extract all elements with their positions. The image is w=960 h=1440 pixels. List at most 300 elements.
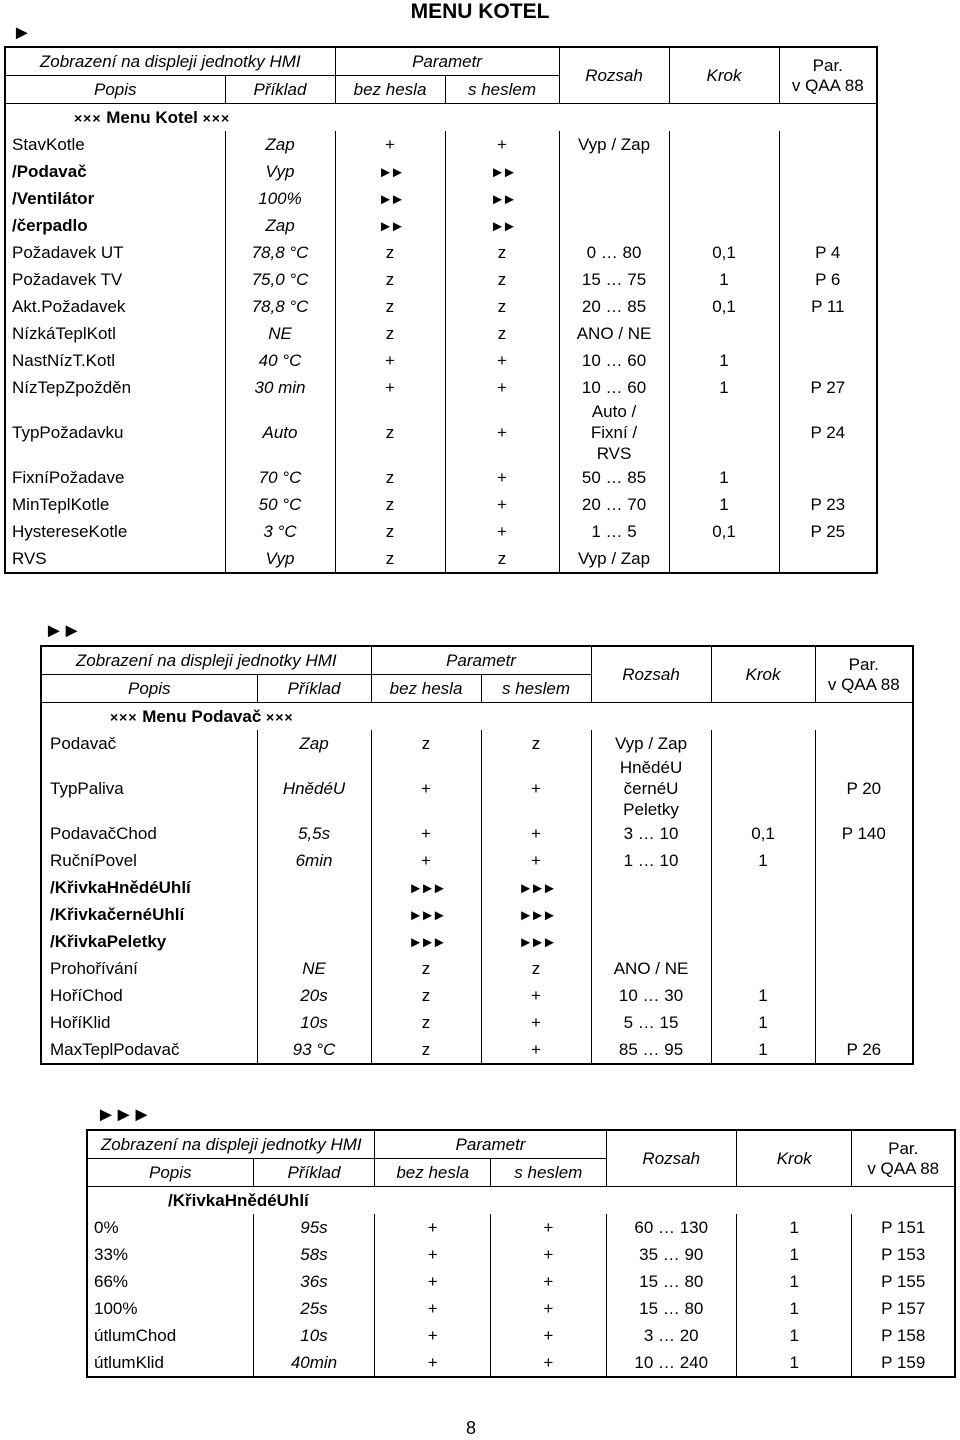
cell-priklad: 100%	[225, 185, 335, 212]
cell-popis: TypPaliva	[41, 757, 257, 820]
cell-rozsah	[559, 185, 669, 212]
cell-priklad: 78,8 °C	[225, 293, 335, 320]
cell-bez-hesla	[371, 901, 481, 928]
cell-priklad	[257, 901, 371, 928]
header-priklad: Příklad	[257, 675, 371, 703]
header-rozsah: Rozsah	[591, 646, 711, 703]
table-row	[5, 131, 877, 158]
table-row	[5, 212, 877, 239]
cell-bez-hesla: z	[335, 518, 445, 545]
cell-s-heslem: +	[445, 131, 559, 158]
cell-popis: /KřivkaHnědéUhlí	[41, 874, 257, 901]
table-row	[41, 874, 913, 901]
cell-rozsah: 10 … 240	[606, 1349, 736, 1377]
cell-krok	[669, 185, 779, 212]
cell-rozsah: 1 … 5	[559, 518, 669, 545]
cell-s-heslem	[445, 158, 559, 185]
cell-popis: HoříChod	[41, 982, 257, 1009]
cell-krok: 1	[736, 1349, 852, 1377]
cell-krok: 1	[669, 347, 779, 374]
cell-par: P 155	[852, 1268, 955, 1295]
cell-rozsah: 5 … 15	[591, 1009, 711, 1036]
cell-s-heslem: +	[491, 1241, 607, 1268]
cell-bez-hesla: +	[371, 820, 481, 847]
cell-priklad: Vyp	[225, 158, 335, 185]
cell-rozsah: 50 … 85	[559, 464, 669, 491]
cell-rozsah	[591, 901, 711, 928]
header-krok: Krok	[711, 646, 815, 703]
range-multiline: Auto / Fixní / RVS	[590, 402, 638, 463]
cell-s-heslem: +	[481, 847, 591, 874]
cell-s-heslem: z	[445, 320, 559, 347]
range-multiline: HnědéU černéU Peletky	[619, 758, 683, 819]
cell-popis: útlumKlid	[87, 1349, 253, 1377]
table-row	[41, 955, 913, 982]
cell-rozsah	[591, 757, 711, 820]
cell-priklad: 10s	[257, 1009, 371, 1036]
section-title-row	[87, 1187, 955, 1215]
cell-popis: FixníPožadave	[5, 464, 225, 491]
cell-par	[815, 730, 913, 757]
section-title	[87, 1187, 955, 1215]
cell-rozsah	[591, 928, 711, 955]
header-s-heslem: s heslem	[491, 1159, 607, 1187]
cell-s-heslem: +	[481, 757, 591, 820]
cell-par	[779, 545, 877, 573]
cell-par: P 24	[779, 401, 877, 464]
table-row	[41, 982, 913, 1009]
cell-popis: 33%	[87, 1241, 253, 1268]
cell-bez-hesla: +	[335, 347, 445, 374]
table-row	[41, 928, 913, 955]
cell-priklad: 40 °C	[225, 347, 335, 374]
cell-priklad: NE	[257, 955, 371, 982]
cell-par: P 6	[779, 266, 877, 293]
cell-bez-hesla: z	[335, 491, 445, 518]
cell-krok: 0,1	[669, 518, 779, 545]
cell-bez-hesla: z	[335, 320, 445, 347]
table-row	[5, 320, 877, 347]
cell-popis: PodavačChod	[41, 820, 257, 847]
header-rozsah: Rozsah	[559, 47, 669, 104]
cell-priklad: 6min	[257, 847, 371, 874]
header-par: Par. v QAA 88	[779, 47, 877, 104]
cell-krok	[711, 730, 815, 757]
header-par: Par. v QAA 88	[852, 1130, 955, 1187]
krivka-hnede-uhli-table	[86, 1129, 956, 1378]
submenu-arrow-icon: ►►►	[518, 879, 554, 897]
table-row	[41, 1036, 913, 1064]
cell-bez-hesla: z	[371, 1009, 481, 1036]
cell-priklad: 70 °C	[225, 464, 335, 491]
cell-par	[779, 464, 877, 491]
cell-rozsah: 10 … 60	[559, 347, 669, 374]
submenu-arrow-icon: ►►	[378, 217, 402, 235]
cell-par	[779, 185, 877, 212]
cell-popis: 100%	[87, 1295, 253, 1322]
cell-krok: 1	[711, 847, 815, 874]
cell-popis: Prohořívání	[41, 955, 257, 982]
cell-bez-hesla: z	[335, 293, 445, 320]
header-bez-hesla: bez hesla	[375, 1159, 491, 1187]
cell-popis: NízkáTeplKotl	[5, 320, 225, 347]
cell-rozsah: 60 … 130	[606, 1214, 736, 1241]
page-title: MENU KOTEL	[410, 0, 550, 23]
cell-bez-hesla: z	[335, 545, 445, 573]
cell-priklad: 36s	[253, 1268, 375, 1295]
cell-popis: /Podavač	[5, 158, 225, 185]
cell-par	[815, 847, 913, 874]
cell-popis: HoříKlid	[41, 1009, 257, 1036]
cell-s-heslem: z	[481, 955, 591, 982]
cell-popis: HystereseKotle	[5, 518, 225, 545]
table-row	[5, 266, 877, 293]
cell-popis: 0%	[87, 1214, 253, 1241]
cell-rozsah: Vyp / Zap	[559, 545, 669, 573]
cell-bez-hesla: +	[375, 1214, 491, 1241]
header-bez-hesla: bez hesla	[335, 76, 445, 104]
cell-rozsah	[559, 212, 669, 239]
cell-priklad: Zap	[225, 212, 335, 239]
header-priklad: Příklad	[225, 76, 335, 104]
submenu-arrow-icon: ►►►	[408, 879, 444, 897]
cell-par: P 158	[852, 1322, 955, 1349]
cell-par	[815, 982, 913, 1009]
cell-popis: NastNízT.Kotl	[5, 347, 225, 374]
cell-s-heslem	[445, 212, 559, 239]
table-row	[87, 1268, 955, 1295]
cell-par	[815, 1009, 913, 1036]
cell-krok	[711, 928, 815, 955]
marker-level-3: ►►►	[96, 1104, 150, 1126]
cell-krok: 0,1	[711, 820, 815, 847]
cell-rozsah: 15 … 80	[606, 1268, 736, 1295]
section-title-text: /KřivkaHnědéUhlí	[168, 1190, 309, 1210]
cell-bez-hesla: +	[375, 1322, 491, 1349]
cell-par: P 159	[852, 1349, 955, 1377]
cell-s-heslem: z	[445, 545, 559, 573]
header-parametr: Parametr	[335, 47, 559, 76]
cell-s-heslem: +	[491, 1322, 607, 1349]
cell-rozsah	[591, 874, 711, 901]
cell-rozsah: ANO / NE	[591, 955, 711, 982]
cell-bez-hesla: +	[375, 1349, 491, 1377]
cell-popis: /Ventilátor	[5, 185, 225, 212]
table-row	[41, 847, 913, 874]
cell-bez-hesla: +	[375, 1268, 491, 1295]
table-row	[5, 239, 877, 266]
cell-krok: 1	[736, 1295, 852, 1322]
cell-rozsah: Vyp / Zap	[559, 131, 669, 158]
section-title-text: Menu Podavač	[142, 706, 262, 726]
cell-s-heslem: +	[445, 464, 559, 491]
cell-krok	[669, 158, 779, 185]
cell-par: P 140	[815, 820, 913, 847]
table-row	[5, 185, 877, 212]
table-row	[41, 730, 913, 757]
table-row	[87, 1349, 955, 1377]
cell-krok	[711, 901, 815, 928]
cell-par: P 27	[779, 374, 877, 401]
cell-par	[779, 347, 877, 374]
cell-s-heslem: +	[481, 820, 591, 847]
cell-priklad: 5,5s	[257, 820, 371, 847]
table-row	[41, 757, 913, 820]
cell-bez-hesla: +	[335, 374, 445, 401]
cell-krok	[669, 545, 779, 573]
marker-level-1: ►	[12, 22, 30, 44]
cell-krok: 1	[669, 464, 779, 491]
cell-rozsah: 20 … 85	[559, 293, 669, 320]
cell-s-heslem	[481, 874, 591, 901]
cell-popis: /čerpadlo	[5, 212, 225, 239]
cell-priklad: 50 °C	[225, 491, 335, 518]
header-priklad: Příklad	[253, 1159, 375, 1187]
header-popis: Popis	[41, 675, 257, 703]
cell-popis: MaxTeplPodavač	[41, 1036, 257, 1064]
table-header-row	[87, 1130, 955, 1159]
cell-s-heslem	[481, 901, 591, 928]
cell-krok: 1	[736, 1214, 852, 1241]
section-title-row	[41, 703, 913, 731]
cell-popis: /KřivkačernéUhlí	[41, 901, 257, 928]
cell-s-heslem: +	[491, 1349, 607, 1377]
cell-par: P 151	[852, 1214, 955, 1241]
cell-rozsah: 15 … 75	[559, 266, 669, 293]
cell-par: P 26	[815, 1036, 913, 1064]
cell-popis: NízTepZpožděn	[5, 374, 225, 401]
cell-s-heslem	[481, 928, 591, 955]
cell-bez-hesla: z	[335, 464, 445, 491]
table-row	[5, 374, 877, 401]
cell-bez-hesla	[335, 185, 445, 212]
cell-s-heslem: +	[481, 1009, 591, 1036]
table-row	[5, 518, 877, 545]
cell-par: P 153	[852, 1241, 955, 1268]
cell-bez-hesla: +	[371, 847, 481, 874]
cell-krok: 1	[711, 1009, 815, 1036]
cell-bez-hesla: +	[375, 1295, 491, 1322]
cell-par: P 4	[779, 239, 877, 266]
table-header-row	[5, 47, 877, 76]
cell-priklad: 20s	[257, 982, 371, 1009]
cell-krok: 1	[736, 1322, 852, 1349]
cell-popis: StavKotle	[5, 131, 225, 158]
cell-rozsah: Vyp / Zap	[591, 730, 711, 757]
cell-rozsah: 20 … 70	[559, 491, 669, 518]
cell-priklad: 75,0 °C	[225, 266, 335, 293]
cell-par	[779, 131, 877, 158]
cell-rozsah	[559, 158, 669, 185]
cell-bez-hesla	[371, 928, 481, 955]
cell-s-heslem: +	[445, 518, 559, 545]
page-number: 8	[466, 1418, 477, 1438]
cell-priklad: 10s	[253, 1322, 375, 1349]
title-decoration: ×××	[74, 109, 102, 126]
cell-priklad	[257, 874, 371, 901]
cell-priklad: Vyp	[225, 545, 335, 573]
header-bez-hesla: bez hesla	[371, 675, 481, 703]
cell-popis: TypPožadavku	[5, 401, 225, 464]
section-title-row	[5, 104, 877, 132]
menu-kotel-table	[4, 46, 878, 574]
cell-rozsah: 10 … 30	[591, 982, 711, 1009]
header-display: Zobrazení na displeji jednotky HMI	[87, 1130, 375, 1159]
table-row	[5, 401, 877, 464]
section-title	[5, 104, 877, 132]
header-s-heslem: s heslem	[481, 675, 591, 703]
cell-rozsah: 10 … 60	[559, 374, 669, 401]
submenu-arrow-icon: ►►	[378, 190, 402, 208]
cell-par	[779, 158, 877, 185]
cell-bez-hesla	[371, 874, 481, 901]
header-parametr: Parametr	[375, 1130, 606, 1159]
header-krok: Krok	[736, 1130, 852, 1187]
cell-bez-hesla: z	[335, 401, 445, 464]
cell-s-heslem: z	[481, 730, 591, 757]
submenu-arrow-icon: ►►	[490, 190, 514, 208]
table-row	[87, 1241, 955, 1268]
cell-krok: 1	[669, 266, 779, 293]
header-krok: Krok	[669, 47, 779, 104]
cell-par	[815, 955, 913, 982]
header-s-heslem: s heslem	[445, 76, 559, 104]
cell-popis: 66%	[87, 1268, 253, 1295]
cell-s-heslem: +	[491, 1295, 607, 1322]
cell-bez-hesla: z	[335, 266, 445, 293]
cell-krok: 1	[711, 1036, 815, 1064]
submenu-arrow-icon: ►►	[378, 163, 402, 181]
table-row	[5, 491, 877, 518]
table-row	[5, 293, 877, 320]
cell-popis: Podavač	[41, 730, 257, 757]
cell-par: P 25	[779, 518, 877, 545]
cell-par	[815, 901, 913, 928]
cell-bez-hesla: z	[335, 239, 445, 266]
marker-level-2: ►►	[44, 620, 80, 642]
cell-rozsah: ANO / NE	[559, 320, 669, 347]
table-row	[87, 1322, 955, 1349]
cell-bez-hesla: +	[335, 131, 445, 158]
header-par: Par. v QAA 88	[815, 646, 913, 703]
cell-bez-hesla	[335, 212, 445, 239]
table-row	[41, 901, 913, 928]
cell-rozsah: 15 … 80	[606, 1295, 736, 1322]
cell-krok	[669, 212, 779, 239]
cell-popis: RučníPovel	[41, 847, 257, 874]
cell-priklad: 95s	[253, 1214, 375, 1241]
cell-krok: 1	[711, 982, 815, 1009]
cell-krok: 1	[669, 491, 779, 518]
submenu-arrow-icon: ►►	[490, 217, 514, 235]
table-row	[87, 1214, 955, 1241]
cell-par: P 157	[852, 1295, 955, 1322]
cell-krok	[711, 955, 815, 982]
submenu-arrow-icon: ►►►	[408, 933, 444, 951]
cell-s-heslem: +	[445, 374, 559, 401]
table-row	[5, 347, 877, 374]
title-decoration: ×××	[110, 708, 138, 725]
header-display: Zobrazení na displeji jednotky HMI	[5, 47, 335, 76]
cell-bez-hesla	[335, 158, 445, 185]
cell-krok	[669, 401, 779, 464]
cell-s-heslem: +	[445, 491, 559, 518]
table-row	[87, 1295, 955, 1322]
cell-krok: 0,1	[669, 293, 779, 320]
cell-bez-hesla: z	[371, 1036, 481, 1064]
cell-rozsah: 85 … 95	[591, 1036, 711, 1064]
submenu-arrow-icon: ►►►	[518, 906, 554, 924]
cell-priklad: Zap	[257, 730, 371, 757]
submenu-arrow-icon: ►►►	[518, 933, 554, 951]
cell-popis: Požadavek UT	[5, 239, 225, 266]
cell-s-heslem: z	[445, 239, 559, 266]
cell-krok: 1	[669, 374, 779, 401]
title-decoration: ×××	[202, 109, 231, 126]
cell-s-heslem: +	[445, 401, 559, 464]
cell-priklad: Auto	[225, 401, 335, 464]
cell-s-heslem: +	[491, 1268, 607, 1295]
cell-priklad: 25s	[253, 1295, 375, 1322]
cell-popis: Požadavek TV	[5, 266, 225, 293]
cell-par: P 23	[779, 491, 877, 518]
cell-priklad: 30 min	[225, 374, 335, 401]
cell-popis: MinTeplKotle	[5, 491, 225, 518]
submenu-arrow-icon: ►►	[490, 163, 514, 181]
header-popis: Popis	[87, 1159, 253, 1187]
cell-rozsah: 1 … 10	[591, 847, 711, 874]
cell-rozsah: 0 … 80	[559, 239, 669, 266]
cell-par: P 11	[779, 293, 877, 320]
cell-par	[815, 928, 913, 955]
cell-priklad: Zap	[225, 131, 335, 158]
cell-popis: Akt.Požadavek	[5, 293, 225, 320]
cell-krok: 0,1	[669, 239, 779, 266]
header-rozsah: Rozsah	[606, 1130, 736, 1187]
cell-priklad: HnědéU	[257, 757, 371, 820]
cell-krok: 1	[736, 1241, 852, 1268]
menu-podavac-table	[40, 645, 914, 1065]
cell-bez-hesla: z	[371, 955, 481, 982]
section-title	[41, 703, 913, 731]
cell-popis: útlumChod	[87, 1322, 253, 1349]
table-row	[5, 158, 877, 185]
cell-s-heslem: +	[445, 347, 559, 374]
cell-rozsah: 35 … 90	[606, 1241, 736, 1268]
table-row	[5, 464, 877, 491]
section-title-text: Menu Kotel	[106, 107, 198, 127]
cell-s-heslem	[445, 185, 559, 212]
cell-priklad: 3 °C	[225, 518, 335, 545]
table-row	[41, 1009, 913, 1036]
header-display: Zobrazení na displeji jednotky HMI	[41, 646, 371, 675]
header-parametr: Parametr	[371, 646, 591, 675]
cell-priklad: 40min	[253, 1349, 375, 1377]
cell-krok	[711, 874, 815, 901]
cell-krok: 1	[736, 1268, 852, 1295]
cell-par	[815, 874, 913, 901]
cell-s-heslem: +	[481, 982, 591, 1009]
cell-bez-hesla: +	[371, 757, 481, 820]
cell-s-heslem: +	[491, 1214, 607, 1241]
cell-bez-hesla: z	[371, 982, 481, 1009]
cell-rozsah: 3 … 20	[606, 1322, 736, 1349]
cell-priklad: NE	[225, 320, 335, 347]
cell-popis: RVS	[5, 545, 225, 573]
cell-par: P 20	[815, 757, 913, 820]
cell-s-heslem: z	[445, 266, 559, 293]
cell-krok	[669, 131, 779, 158]
